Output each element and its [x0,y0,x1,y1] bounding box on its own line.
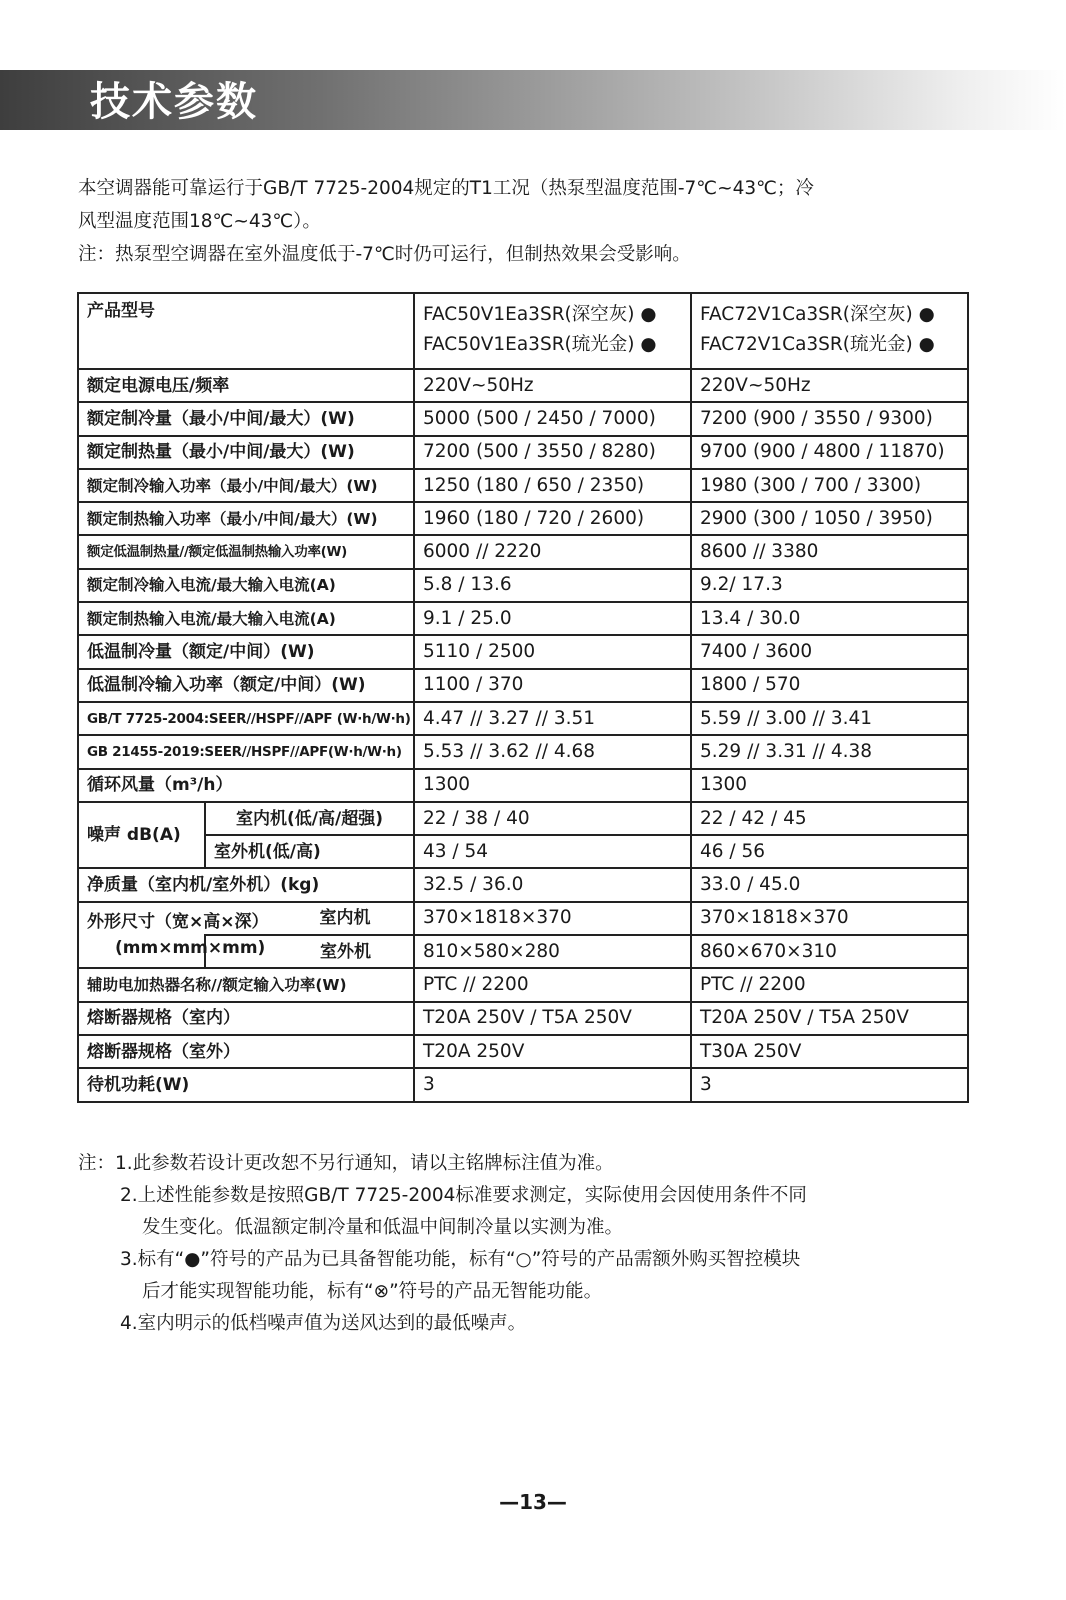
intro-text [78,172,978,271]
table-row [78,1068,968,1101]
value-a: 5.53 // 3.62 // 4.68 [414,735,691,768]
noise-outdoor-a: 43 / 54 [414,835,691,868]
note-2-line-2: 发生变化。低温额定制冷量和低温中间制冷量以实测为准。 [142,1217,624,1238]
value-b: PTC // 2200 [691,968,968,1001]
value-a: 4.47 // 3.27 // 3.51 [414,702,691,735]
table-row [78,1035,968,1068]
value-a: 1100 / 370 [414,669,691,702]
model-b-1: FAC72V1Ca3SR(深空灰) ● [700,304,935,325]
model-b-2: FAC72V1Ca3SR(琉光金) ● [700,334,935,355]
value-b: 5.59 // 3.00 // 3.41 [691,702,968,735]
page-number: —13— [499,1490,567,1514]
dimension-label-2: (mm×mm×mm) [115,938,266,959]
value-b: T20A 250V / T5A 250V [691,1002,968,1035]
value-b: T30A 250V [691,1035,968,1068]
value-a: PTC // 2200 [414,968,691,1001]
value-a: 5.8 / 13.6 [414,569,691,602]
table-row [78,769,968,802]
row-label: 循环风量（m³/h） [78,769,414,802]
value-a: 5000 (500 / 2450 / 7000) [414,402,691,435]
value-a: 1300 [414,769,691,802]
noise-outdoor-label: 室外机(低/高) [205,835,414,868]
value-b: 1300 [691,769,968,802]
value-a: T20A 250V [414,1035,691,1068]
value-a: 6000 // 2220 [414,535,691,568]
row-label: GB/T 7725-2004:SEER//HSPF//APF (W·h/W·h) [78,702,414,735]
row-label: 额定制冷量（最小/中间/最大）(W) [78,402,414,435]
model-label: 产品型号 [78,293,414,369]
row-label: 辅助电加热器名称//额定输入功率(W) [78,968,414,1001]
table-row [78,535,968,568]
table-row [78,436,968,469]
dimension-indoor-b: 370×1818×370 [691,902,968,935]
dimension-outdoor-label: 室外机 [205,935,414,968]
value-a: 5110 / 2500 [414,635,691,668]
row-label: 熔断器规格（室外） [78,1035,414,1068]
table-row-noise-outdoor [78,835,968,868]
row-label: 额定制热量（最小/中间/最大）(W) [78,436,414,469]
model-a-cell [414,293,691,369]
table-row-model [78,293,968,369]
value-b: 5.29 // 3.31 // 4.38 [691,735,968,768]
dimension-outdoor-a: 810×580×280 [414,935,691,968]
dimension-label-cell [78,902,269,969]
value-a: 7200 (500 / 3550 / 8280) [414,436,691,469]
value-a: 220V~50Hz [414,369,691,402]
noise-indoor-a: 22 / 38 / 40 [414,802,691,835]
table-row-dimension-indoor [78,902,968,935]
table-row [78,669,968,702]
value-b: 7400 / 3600 [691,635,968,668]
intro-line-1: 本空调器能可靠运行于GB/T 7725-2004规定的T1工况（热泵型温度范围-7℃~43℃；冷 [78,178,814,199]
row-label: 额定电源电压/频率 [78,369,414,402]
notes [78,1148,978,1340]
table-row [78,369,968,402]
table-row [78,968,968,1001]
intro-note: 注：热泵型空调器在室外温度低于-7℃时仍可运行，但制热效果会受影响。 [78,244,691,265]
value-a: 9.1 / 25.0 [414,602,691,635]
row-label: 待机功耗(W) [78,1068,414,1101]
noise-indoor-label: 室内机(低/高/超强) [205,802,414,835]
value-a: 32.5 / 36.0 [414,868,691,901]
row-label: 额定低温制热量//额定低温制热输入功率(W) [78,535,414,568]
row-label: 低温制冷输入功率（额定/中间）(W) [78,669,414,702]
value-b: 2900 (300 / 1050 / 3950) [691,502,968,535]
noise-outdoor-b: 46 / 56 [691,835,968,868]
value-b: 7200 (900 / 3550 / 9300) [691,402,968,435]
value-b: 13.4 / 30.0 [691,602,968,635]
row-label: 低温制冷量（额定/中间）(W) [78,635,414,668]
table-row [78,502,968,535]
value-a: 1960 (180 / 720 / 2600) [414,502,691,535]
page-title: 技术参数 [90,79,258,125]
intro-line-2: 风型温度范围18℃~43℃）。 [78,211,321,232]
noise-label: 噪声 dB(A) [78,802,205,869]
model-a-1: FAC50V1Ea3SR(深空灰) ● [423,304,657,325]
value-b: 220V~50Hz [691,369,968,402]
row-label: 净质量（室内机/室外机）(kg) [78,868,414,901]
dimension-outdoor-b: 860×670×310 [691,935,968,968]
note-1: 注：1.此参数若设计更改恕不另行通知，请以主铭牌标注值为准。 [78,1153,614,1174]
table-row [78,569,968,602]
value-b: 1800 / 570 [691,669,968,702]
dimension-indoor-label: 室内机 [205,902,414,935]
row-label: 额定制热输入功率（最小/中间/最大）(W) [78,502,414,535]
row-label: 额定制冷输入功率（最小/中间/最大）(W) [78,469,414,502]
value-b: 3 [691,1068,968,1101]
table-row [78,402,968,435]
model-a-2: FAC50V1Ea3SR(琉光金) ● [423,334,657,355]
value-b: 33.0 / 45.0 [691,868,968,901]
table-row [78,469,968,502]
dimension-indoor-a: 370×1818×370 [414,902,691,935]
row-label: GB 21455-2019:SEER//HSPF//APF(W·h/W·h) [78,735,414,768]
value-b: 9.2/ 17.3 [691,569,968,602]
value-b: 8600 // 3380 [691,535,968,568]
table-row [78,1002,968,1035]
spec-table [77,292,969,1103]
row-label: 额定制冷输入电流/最大输入电流(A) [78,569,414,602]
noise-indoor-b: 22 / 42 / 45 [691,802,968,835]
table-row [78,735,968,768]
note-4: 4.室内明示的低档噪声值为送风达到的最低噪声。 [120,1313,527,1334]
value-a: T20A 250V / T5A 250V [414,1002,691,1035]
row-label: 熔断器规格（室内） [78,1002,414,1035]
dimension-label-1: 外形尺寸（宽×高×深） [87,912,269,933]
value-a: 1250 (180 / 650 / 2350) [414,469,691,502]
table-row [78,635,968,668]
value-b: 9700 (900 / 4800 / 11870) [691,436,968,469]
value-a: 3 [414,1068,691,1101]
table-row [78,602,968,635]
value-b: 1980 (300 / 700 / 3300) [691,469,968,502]
note-3-line-2: 后才能实现智能功能，标有“⊗”符号的产品无智能功能。 [142,1281,603,1302]
note-3-line-1: 3.标有“●”符号的产品为已具备智能功能，标有“○”符号的产品需额外购买智控模块 [120,1249,801,1270]
row-label: 额定制热输入电流/最大输入电流(A) [78,602,414,635]
table-row [78,868,968,901]
model-b-cell [691,293,968,369]
note-2-line-1: 2.上述性能参数是按照GB/T 7725-2004标准要求测定，实际使用会因使用条件不同 [120,1185,807,1206]
table-row-noise-indoor [78,802,968,835]
table-row [78,702,968,735]
